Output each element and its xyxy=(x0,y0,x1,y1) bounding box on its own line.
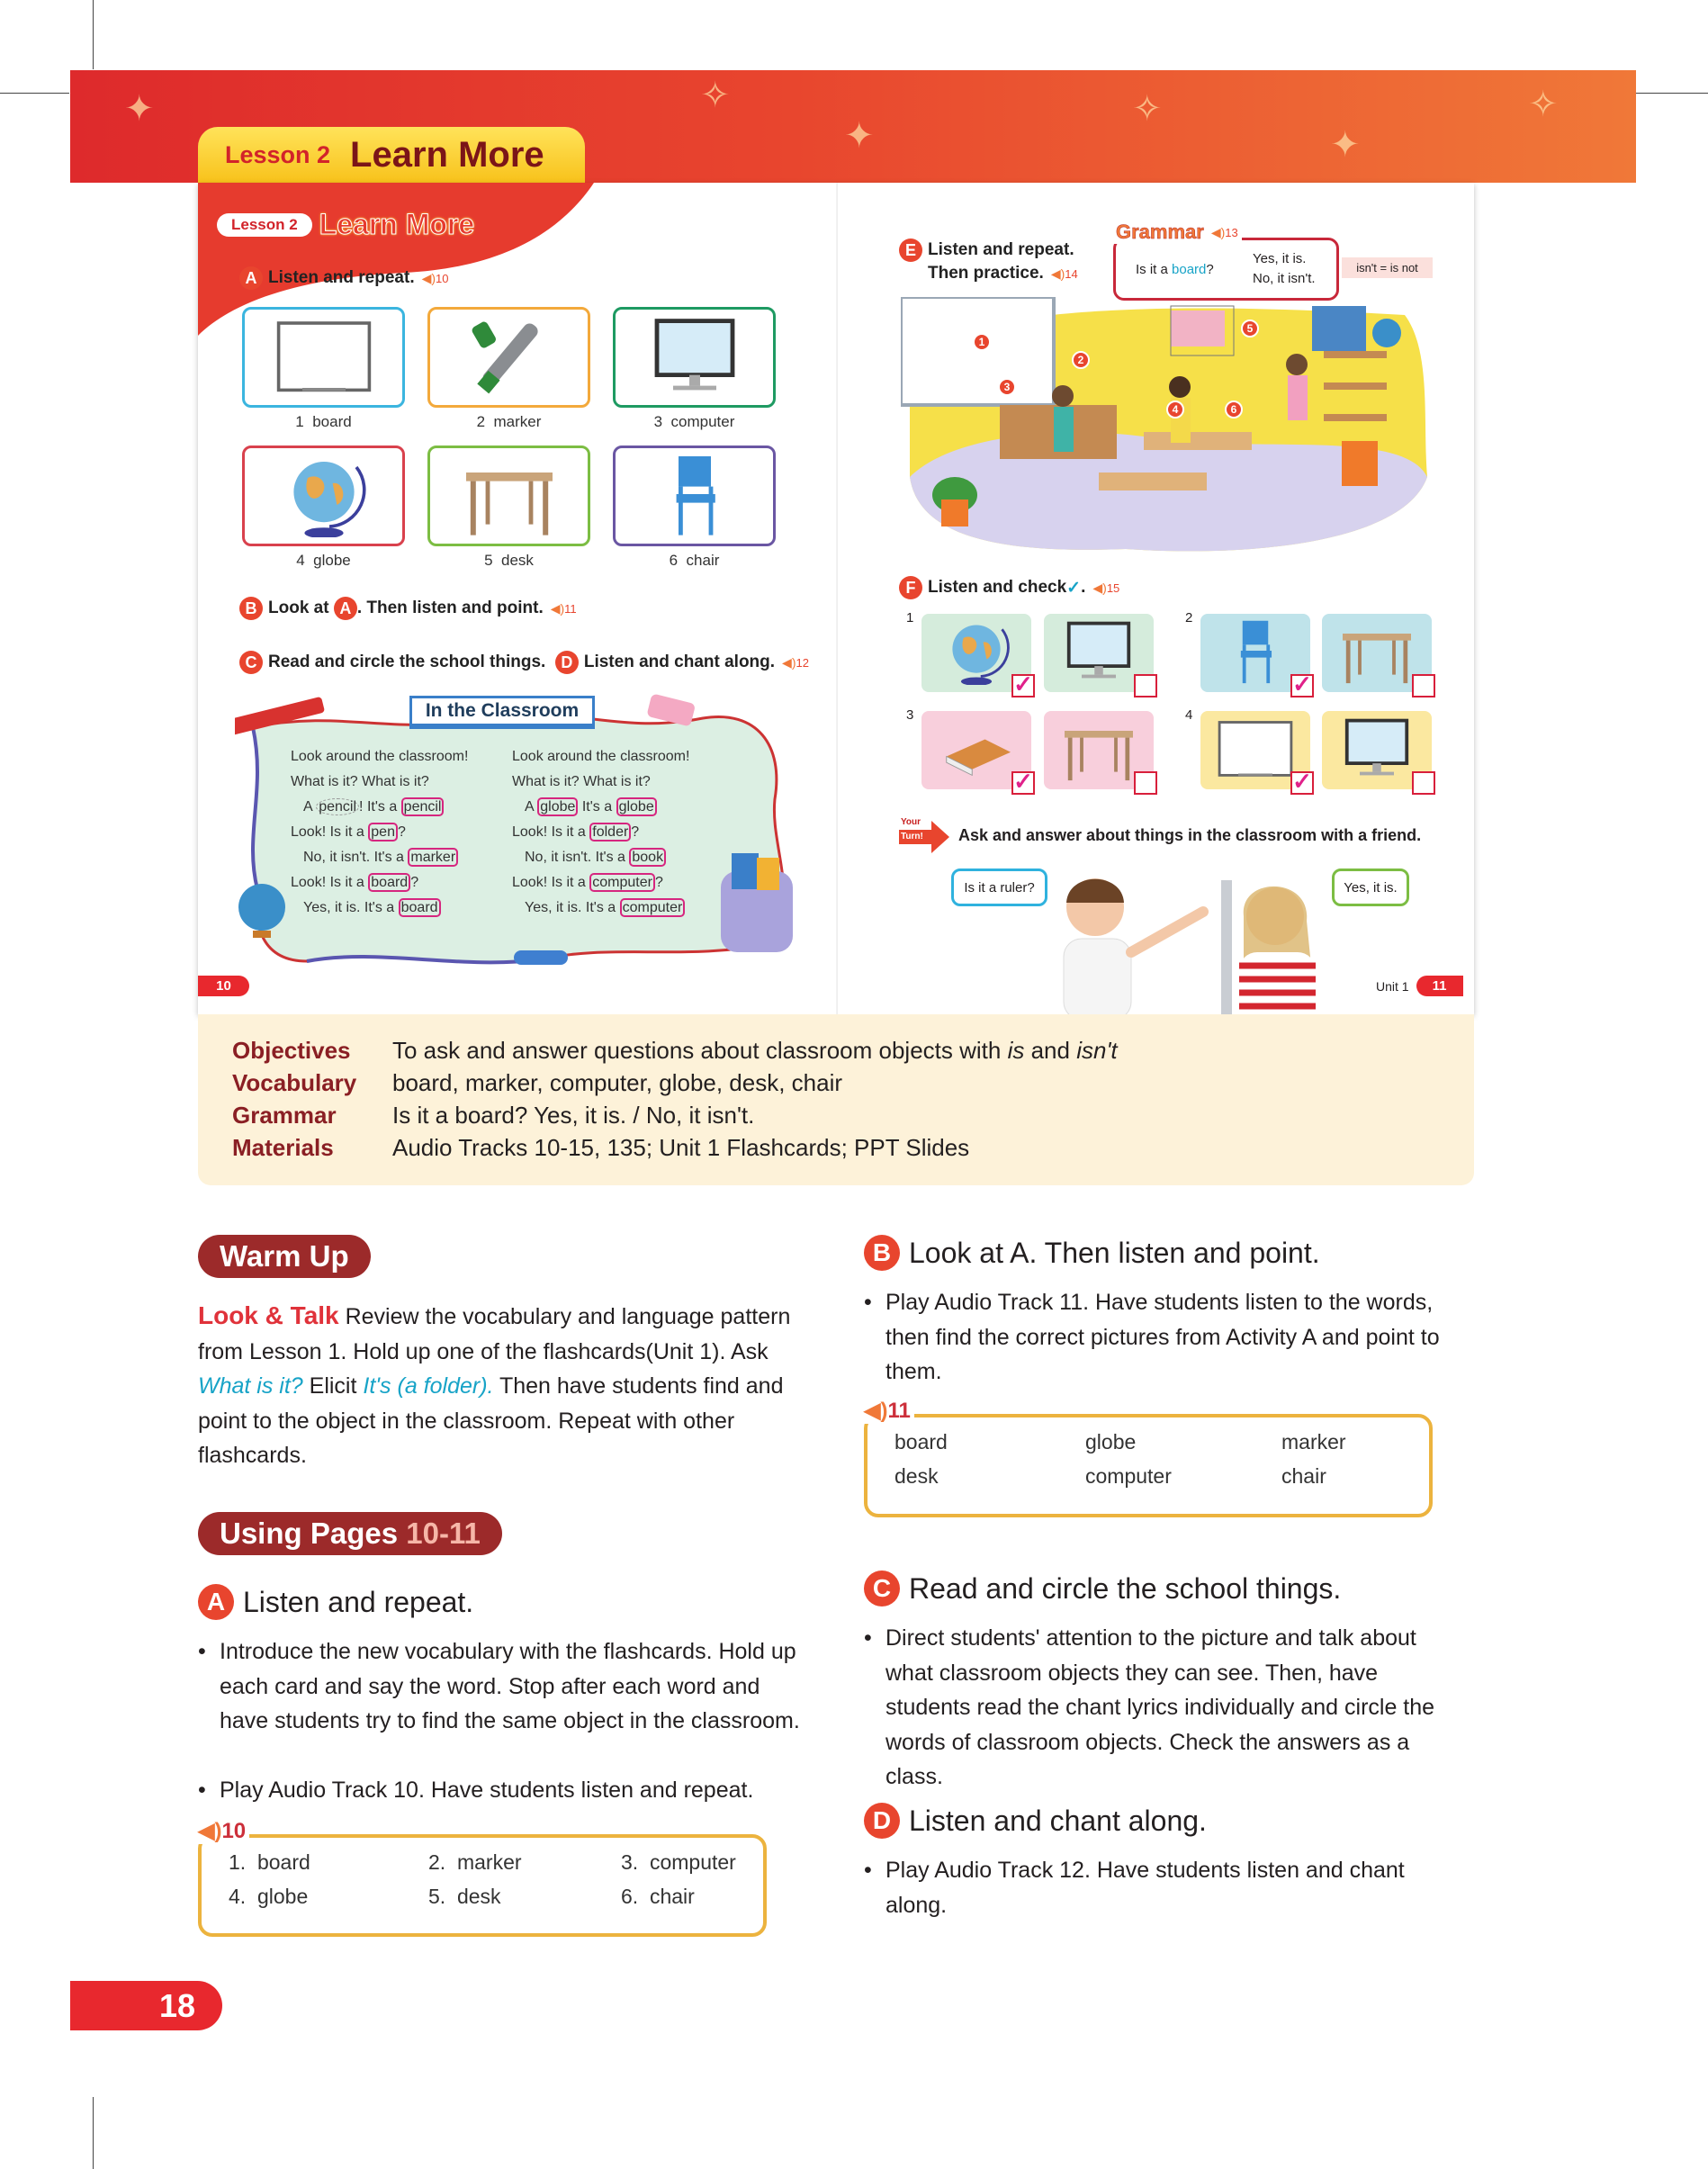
chant-line xyxy=(525,850,666,866)
chant-line xyxy=(512,875,663,891)
instruction-text: Listen and check xyxy=(928,578,1067,597)
audio-track[interactable] xyxy=(1092,580,1119,596)
speaker-icon: ◀) xyxy=(550,600,565,616)
objective-value xyxy=(392,1102,754,1130)
check-item-number: 1 xyxy=(906,610,914,626)
checkbox-checked[interactable]: ✓ xyxy=(1290,771,1314,795)
audio-track[interactable] xyxy=(194,1818,249,1844)
vocab-label xyxy=(613,552,776,570)
speaker-icon: ◀) xyxy=(421,270,436,285)
paragraph-text: Then have students find and point to the object in the classroom. Repeat with other flashcards. xyxy=(198,1373,784,1468)
bullet-item: • Play Audio Track 12. Have students listen and chant along. xyxy=(864,1853,1467,1922)
circled-word[interactable]: pen xyxy=(368,823,398,842)
check-item-number: 4 xyxy=(1185,707,1193,723)
speaker-icon: ◀) xyxy=(1050,266,1065,281)
track-number: 10 xyxy=(221,1819,247,1843)
checkbox[interactable] xyxy=(1134,771,1157,795)
check-option xyxy=(1200,614,1312,698)
vocab-number: 5 xyxy=(484,552,493,569)
chant-line xyxy=(512,774,651,790)
vocab-number: 4 xyxy=(296,552,305,569)
paragraph-text: Review the vocabulary and language pattern from Lesson 1. Hold up one of the flashcards(Unit 1). Ask xyxy=(198,1304,791,1364)
speaker-icon: ◀) xyxy=(1210,224,1226,239)
objective-label: Objectives xyxy=(232,1037,351,1064)
chant-text: Look! Is it a xyxy=(512,824,590,840)
vocab-card xyxy=(242,307,405,408)
your-turn-badge xyxy=(899,817,949,853)
speaker-icon: ◀) xyxy=(864,1399,888,1423)
example-question: What is it? xyxy=(198,1373,303,1399)
marker-icon xyxy=(514,950,568,965)
objective-value xyxy=(392,1134,969,1162)
objective-row xyxy=(232,1134,969,1162)
letter-badge: C xyxy=(864,1570,900,1606)
checkbox-checked[interactable]: ✓ xyxy=(1290,674,1314,698)
track-number: 13 xyxy=(1225,225,1238,239)
marker-icon xyxy=(455,312,563,403)
vocab-number: 1 xyxy=(295,413,304,430)
heading-text: Read and circle the school things. xyxy=(909,1571,1342,1605)
objective-label: Materials xyxy=(232,1134,334,1161)
checkbox[interactable] xyxy=(1412,674,1435,698)
instruction-text: Look at xyxy=(268,598,329,617)
check-option xyxy=(1322,614,1432,692)
audio-track[interactable] xyxy=(1051,267,1078,281)
vocab-card xyxy=(613,307,776,408)
lesson-tab xyxy=(198,127,585,183)
vocab-word: computer xyxy=(670,413,735,430)
track-number: 11 xyxy=(887,1399,911,1423)
board-icon xyxy=(1212,714,1299,787)
circled-word[interactable]: pencil xyxy=(401,797,445,816)
board-icon xyxy=(270,312,378,403)
section-B-heading xyxy=(864,1235,1320,1271)
badge-text: Your xyxy=(901,817,921,827)
vocab-word: chair xyxy=(686,552,720,569)
audio-word: desk xyxy=(894,1464,939,1488)
circled-word[interactable]: globe xyxy=(616,797,657,816)
chant-line xyxy=(303,850,458,866)
vocab-number: 2 xyxy=(476,413,486,430)
circled-word[interactable]: board xyxy=(399,898,441,917)
value-text: and xyxy=(1024,1037,1077,1064)
chant-text: ? xyxy=(397,824,406,840)
vocab-label xyxy=(242,552,405,570)
bullet-item: • Play Audio Track 10. Have students listen and repeat. xyxy=(198,1773,801,1808)
lesson-title: Learn More xyxy=(350,134,544,175)
circled-word[interactable]: board xyxy=(368,873,410,892)
badge-text: Turn! xyxy=(901,832,923,842)
crop-mark xyxy=(1636,93,1708,94)
computer-icon xyxy=(1334,714,1420,787)
vocab-word: board xyxy=(312,413,352,430)
track-number: 14 xyxy=(1065,267,1078,281)
letter-badge: A xyxy=(198,1584,234,1620)
letter-badge: D xyxy=(555,651,579,674)
value-text: is xyxy=(1007,1037,1025,1064)
instruction-text: Then practice. xyxy=(928,264,1044,283)
check-mark-icon: ✓ xyxy=(1066,578,1082,598)
grammar-yes: Yes, it is. xyxy=(1253,251,1307,266)
page-number-left: 10 xyxy=(198,976,249,996)
vocab-card xyxy=(427,307,590,408)
bullet-item: • Direct students' attention to the picture and talk about what classroom objects they can see. Then, have students read the chant lyrics individually and circle the words of classroom objects. Check the answers as a class. xyxy=(864,1621,1467,1795)
check-option xyxy=(921,711,1033,795)
chant-line xyxy=(291,774,429,790)
example-answer: It's (a folder). xyxy=(363,1373,494,1399)
warm-up-heading: Warm Up xyxy=(198,1235,371,1278)
objective-row xyxy=(232,1037,1118,1065)
instruction-text: Listen and repeat. xyxy=(928,240,1074,259)
activity-a-instruction xyxy=(239,266,449,290)
check-option xyxy=(921,614,1033,698)
eraser-icon xyxy=(646,693,696,726)
check-option xyxy=(1322,711,1432,789)
check-item-number: 3 xyxy=(906,707,914,723)
scene-marker: 2 xyxy=(1072,351,1090,369)
audio-word-box xyxy=(864,1399,1433,1517)
speaker-icon: ◀) xyxy=(198,1819,222,1843)
speaker-icon: ◀) xyxy=(782,654,796,670)
question-text: ? xyxy=(1206,262,1214,277)
value-text: isn't xyxy=(1076,1037,1118,1064)
bullet-item: • Introduce the new vocabulary with the flashcards. Hold up each card and say the word. Stop after each word and have students try to find the same object in the classroom. xyxy=(198,1634,801,1739)
letter-badge: D xyxy=(864,1803,900,1839)
computer-icon xyxy=(1056,616,1142,689)
letter-badge: C xyxy=(239,651,263,674)
audio-track[interactable] xyxy=(422,271,449,286)
lesson-label: Lesson 2 xyxy=(225,140,331,168)
letter-badge: A xyxy=(239,266,263,290)
chant-line xyxy=(291,875,418,891)
speech-bubble-question: Is it a ruler? xyxy=(951,868,1047,906)
checkbox[interactable] xyxy=(1134,674,1157,698)
audio-word: 4. globe xyxy=(229,1885,309,1908)
checkbox[interactable] xyxy=(1412,771,1435,795)
chant-text: ? xyxy=(410,875,419,890)
check-item-number: 2 xyxy=(1185,610,1193,626)
chant-text: Yes, it is. It's a xyxy=(525,900,620,915)
check-option xyxy=(1200,711,1312,795)
chant-text: Yes, it is. It's a xyxy=(303,900,399,915)
audio-word: globe xyxy=(1085,1430,1137,1454)
question-text: Is it a xyxy=(1136,262,1173,277)
book-icon xyxy=(933,714,1020,787)
grammar-note: isn't = is not xyxy=(1342,257,1433,278)
vocab-card xyxy=(242,446,405,546)
speech-bubble-answer: Yes, it is. xyxy=(1332,868,1409,906)
chant-title: In the Classroom xyxy=(409,696,595,729)
book-lesson-label: Lesson 2 xyxy=(217,213,312,237)
chant-line xyxy=(525,799,657,815)
objective-value xyxy=(392,1037,1118,1065)
value-text: To ask and answer questions about classroom objects with xyxy=(392,1037,1008,1064)
letter-badge: F xyxy=(899,576,922,599)
objective-row xyxy=(232,1069,842,1097)
objective-label: Vocabulary xyxy=(232,1069,357,1096)
chant-text: It's a xyxy=(578,799,616,814)
scene-marker: 1 xyxy=(973,333,991,351)
scene-marker: 3 xyxy=(998,378,1016,396)
your-turn xyxy=(899,817,1421,853)
vocab-word: marker xyxy=(493,413,542,430)
warm-up-paragraph xyxy=(198,1299,819,1473)
audio-word: 6. chair xyxy=(621,1885,695,1908)
circled-word[interactable]: marker xyxy=(408,848,458,867)
section-D-heading xyxy=(864,1803,1207,1839)
scene-marker: 4 xyxy=(1166,400,1184,418)
circled-word[interactable]: globe xyxy=(537,797,578,816)
track-number: 12 xyxy=(796,655,809,670)
crop-mark xyxy=(93,2097,94,2169)
audio-word: computer xyxy=(1085,1464,1172,1488)
activity-b-instruction xyxy=(239,597,577,620)
circled-word[interactable]: folder xyxy=(589,823,631,842)
audio-word: board xyxy=(894,1430,948,1454)
scene-marker: 6 xyxy=(1225,400,1243,418)
audio-word: 3. computer xyxy=(621,1850,736,1874)
grammar-no: No, it isn't. xyxy=(1253,271,1316,286)
vocab-card xyxy=(613,446,776,546)
vocab-card xyxy=(427,446,590,546)
grammar-box xyxy=(1113,220,1339,301)
check-option xyxy=(1044,711,1154,789)
chant-line xyxy=(291,824,406,841)
vocab-label xyxy=(427,413,590,431)
vocab-word: desk xyxy=(501,552,534,569)
children-photo xyxy=(1023,867,1365,1014)
crop-mark xyxy=(0,93,69,94)
desk-icon xyxy=(1334,616,1420,689)
circled-word[interactable]: computer xyxy=(589,873,655,892)
book-lesson-title xyxy=(217,208,474,241)
activity-cd-instruction xyxy=(239,651,809,674)
checkbox-checked[interactable]: ✓ xyxy=(1011,771,1035,795)
heading-text: Listen and repeat. xyxy=(243,1585,474,1618)
chant-text: Look around the classroom! xyxy=(512,749,690,764)
vocab-label xyxy=(427,552,590,570)
objective-row xyxy=(232,1102,754,1130)
desk-icon xyxy=(455,451,563,542)
chant-text: ? xyxy=(654,875,663,890)
instruction-text: Listen and chant along. xyxy=(583,652,776,671)
classroom-scene xyxy=(901,297,1429,554)
globe-icon xyxy=(238,884,285,931)
grammar-question xyxy=(1136,262,1214,277)
chant-text: What is it? What is it? xyxy=(512,774,651,789)
book-title: Learn More xyxy=(319,208,475,240)
instruction-text: . xyxy=(1081,578,1086,597)
letter-badge: B xyxy=(864,1235,900,1271)
instruction-text: . Then listen and point. xyxy=(356,598,544,617)
track-number: 11 xyxy=(564,601,577,616)
page-range: 10-11 xyxy=(406,1516,481,1550)
chair-icon xyxy=(641,451,749,542)
letter-badge: A xyxy=(334,597,357,620)
chant-text: A xyxy=(525,799,538,814)
crop-mark xyxy=(93,0,94,69)
bullet-item: • Play Audio Track 11. Have students listen to the words, then find the correct pictures from Activity A and point to them. xyxy=(864,1285,1467,1390)
track-number: 15 xyxy=(1106,580,1120,595)
paragraph-text: Elicit xyxy=(302,1373,364,1399)
audio-word: 5. desk xyxy=(428,1885,501,1908)
chant-text: Look! Is it a xyxy=(291,875,369,890)
activity-e-instruction xyxy=(899,238,1078,286)
chant-text: Look! Is it a xyxy=(291,824,369,840)
grammar-label: Grammar xyxy=(1116,220,1204,243)
letter-badge: B xyxy=(239,597,263,620)
chant-line xyxy=(525,900,685,916)
audio-word: chair xyxy=(1281,1464,1326,1488)
scene-marker: 5 xyxy=(1241,320,1259,338)
page-footer-right xyxy=(1376,976,1463,996)
chant-line xyxy=(512,824,639,841)
look-talk-label: Look & Talk xyxy=(198,1301,339,1329)
chant-text: No, it isn't. It's a xyxy=(303,850,409,865)
student-book-spread xyxy=(198,183,1474,1014)
vocab-label xyxy=(242,413,405,431)
audio-word: 1. board xyxy=(229,1850,310,1874)
chant-line xyxy=(512,749,689,765)
audio-track[interactable] xyxy=(1211,225,1238,240)
audio-track[interactable] xyxy=(782,655,809,670)
chair-icon xyxy=(1212,616,1299,689)
chant-text: No, it isn't. It's a xyxy=(525,850,630,865)
chant-line xyxy=(303,900,441,916)
check-option xyxy=(1044,614,1154,692)
desk-icon xyxy=(1056,714,1142,787)
section-A-heading xyxy=(198,1584,473,1620)
activity-f-instruction xyxy=(899,576,1119,599)
chant-text: ? xyxy=(631,824,640,840)
heading-text: Using Pages xyxy=(220,1516,399,1550)
vocab-number: 3 xyxy=(653,413,663,430)
heading-text: Look at A. Then listen and point. xyxy=(909,1236,1320,1269)
circled-word[interactable]: pencil xyxy=(316,798,359,815)
page-number: 18 xyxy=(70,1981,222,2030)
section-C-heading xyxy=(864,1570,1341,1606)
chant-text: ! It's a xyxy=(359,799,401,814)
computer-icon xyxy=(641,312,749,403)
chant-panel xyxy=(235,691,802,968)
track-number: 10 xyxy=(436,271,449,285)
instruction-text: Read and circle the school things. xyxy=(268,652,546,671)
chant-line xyxy=(291,749,468,765)
chant-text: Look! Is it a xyxy=(512,875,590,890)
header-banner: ✦ ✧ ✦ ✧ ✦ ✧ xyxy=(70,70,1636,183)
value-text: Is it a board? Yes, it is. / No, it isn't. xyxy=(392,1102,755,1129)
chant-text: What is it? What is it? xyxy=(291,774,429,789)
checkbox-checked[interactable]: ✓ xyxy=(1011,674,1035,698)
audio-track[interactable] xyxy=(551,601,577,616)
letter-badge: E xyxy=(899,238,922,262)
value-text: Audio Tracks 10-15, 135; Unit 1 Flashcards; PPT Slides xyxy=(392,1134,970,1161)
unit-label: Unit 1 xyxy=(1376,978,1409,994)
audio-track[interactable] xyxy=(860,1398,914,1424)
page-number-right: 11 xyxy=(1416,976,1463,996)
speaker-icon: ◀) xyxy=(1092,580,1107,595)
chant-line xyxy=(303,799,444,815)
ruler-icon xyxy=(1221,880,1232,1014)
circled-word[interactable]: book xyxy=(629,848,666,867)
value-text: board, marker, computer, globe, desk, chair xyxy=(392,1069,843,1096)
using-pages-heading xyxy=(198,1512,502,1555)
audio-word: marker xyxy=(1281,1430,1346,1454)
instruction-text: Listen and repeat. xyxy=(268,268,415,287)
question-word: board xyxy=(1172,262,1207,277)
circled-word[interactable]: computer xyxy=(620,898,686,917)
audio-word: 2. marker xyxy=(428,1850,522,1874)
chant-text: Look around the classroom! xyxy=(291,749,469,764)
vocab-label xyxy=(613,413,776,431)
objectives-box xyxy=(198,1014,1474,1185)
objective-value xyxy=(392,1069,842,1097)
vocab-word: globe xyxy=(313,552,351,569)
chant-text: A xyxy=(303,799,317,814)
globe-icon xyxy=(933,616,1020,689)
vocab-number: 6 xyxy=(669,552,679,569)
audio-word-box xyxy=(198,1819,767,1937)
your-turn-text: Ask and answer about things in the classroom with a friend. xyxy=(958,825,1422,844)
heading-text: Listen and chant along. xyxy=(909,1804,1207,1837)
objective-label: Grammar xyxy=(232,1102,337,1129)
globe-icon xyxy=(270,451,378,542)
